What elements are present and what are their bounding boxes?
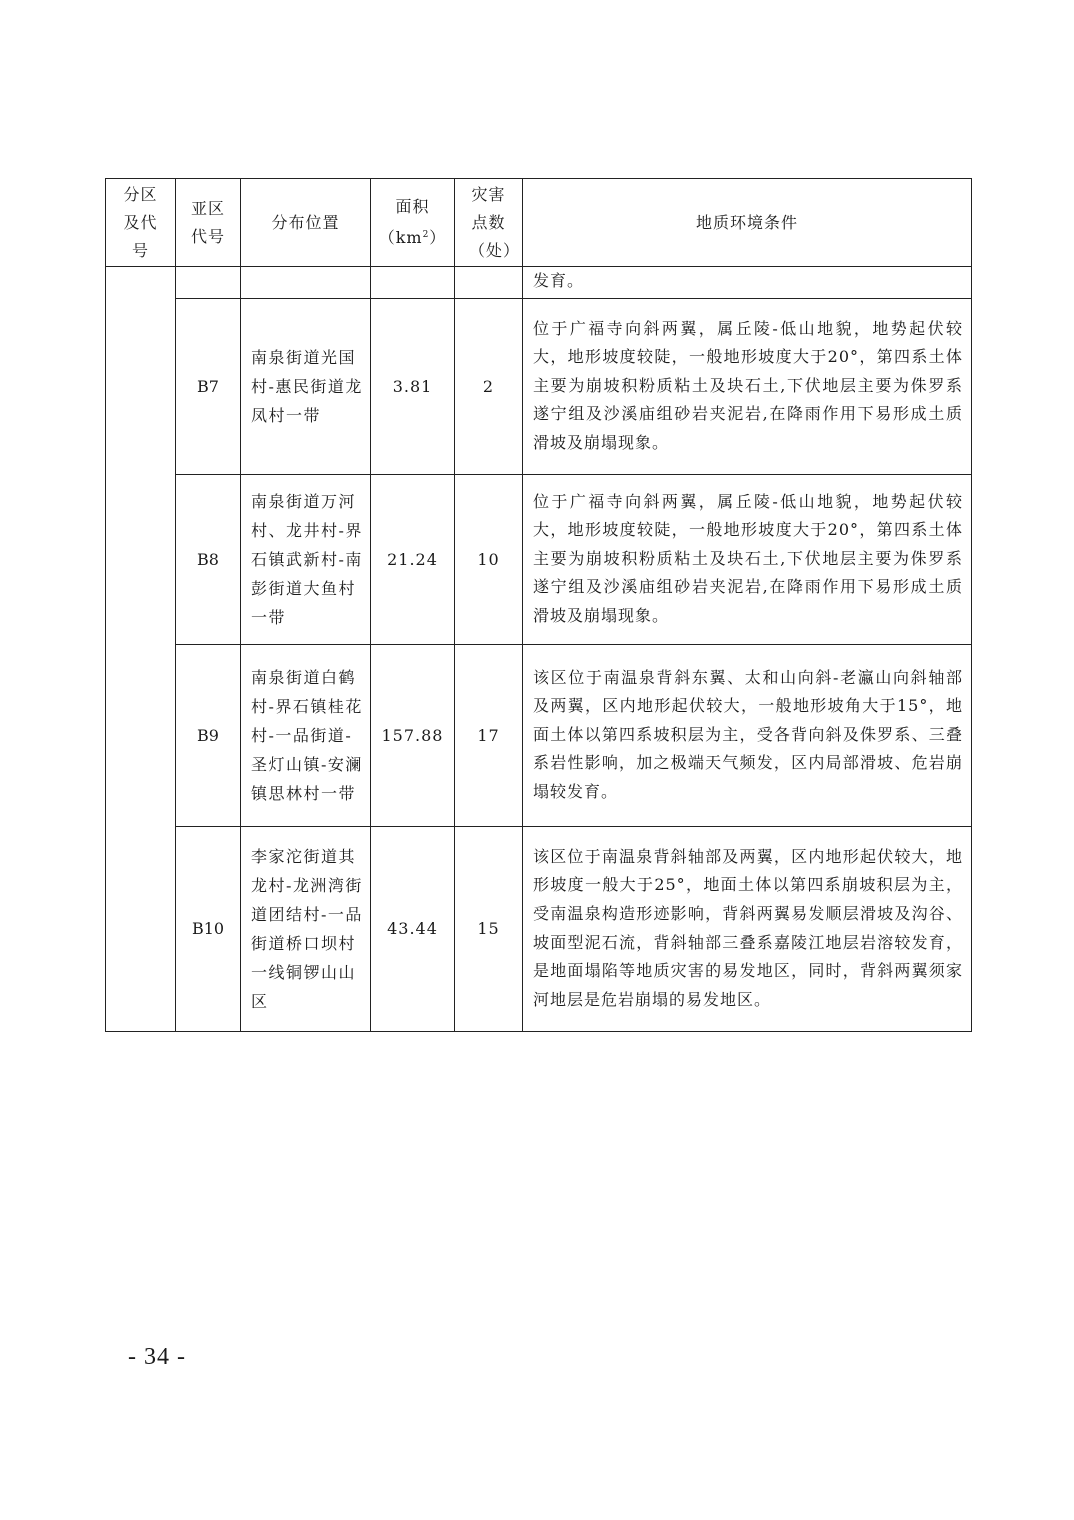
points-cell: 15: [455, 826, 523, 1031]
table-cell-empty: [455, 267, 523, 299]
continuation-row: [106, 267, 972, 299]
header-row: [106, 179, 972, 267]
conditions-continuation: 发育。: [523, 267, 972, 299]
subzone-code: B7: [176, 298, 241, 474]
table-row: [106, 298, 972, 474]
table-row: [106, 826, 972, 1031]
location-cell: 南泉街道白鹤村-界石镇桂花村-一品街道-圣灯山镇-安澜镇思林村一带: [241, 644, 371, 826]
subzone-code: B10: [176, 826, 241, 1031]
header-conditions: 地质环境条件: [523, 179, 972, 267]
location-cell: 南泉街道光国村-惠民街道龙凤村一带: [241, 298, 371, 474]
conditions-cell: 位于广福寺向斜两翼，属丘陵-低山地貌，地势起伏较大，地形坡度较陡，一般地形坡度大于20°，第四系土体主要为崩坡积粉质粘土及块石土,下伏地层主要为侏罗系遂宁组及沙溪庙组砂岩夹泥岩,在降雨作用下易形成土质滑坡及崩塌现象。: [523, 474, 972, 644]
area-unit-suffix: ）: [429, 228, 447, 247]
location-cell: 李家沱街道其龙村-龙洲湾街道团结村-一品街道桥口坝村一线铜锣山山区: [241, 826, 371, 1031]
table-row: [106, 474, 972, 644]
points-cell: 2: [455, 298, 523, 474]
area-cell: 43.44: [371, 826, 455, 1031]
area-cell: 157.88: [371, 644, 455, 826]
table-cell-empty: [371, 267, 455, 299]
header-area-label: 面积: [395, 197, 430, 216]
area-unit-prefix: （km: [378, 228, 423, 247]
page-number: - 34 -: [128, 1344, 186, 1370]
area-cell: 3.81: [371, 298, 455, 474]
table-cell-empty: [176, 267, 241, 299]
table-cell-empty: [241, 267, 371, 299]
header-area: [371, 179, 455, 267]
header-points: 灾害点数（处）: [455, 179, 523, 267]
location-cell: 南泉街道万河村、龙井村-界石镇武新村-南彭街道大鱼村一带: [241, 474, 371, 644]
header-area-unit: [371, 221, 454, 252]
subzone-code: B9: [176, 644, 241, 826]
area-unit-sup: 2: [422, 230, 430, 240]
zone-cell: [106, 267, 176, 1032]
header-zone: 分区及代号: [106, 179, 176, 267]
conditions-cell: 该区位于南温泉背斜东翼、太和山向斜-老瀛山向斜轴部及两翼，区内地形起伏较大，一般地形坡角大于15°，地面土体以第四系坡积层为主，受各背向斜及侏罗系、三叠系岩性影响，加之极端天气频发，区内局部滑坡、危岩崩塌较发育。: [523, 644, 972, 826]
conditions-cell: 该区位于南温泉背斜轴部及两翼，区内地形起伏较大，地形坡度一般大于25°，地面土体以第四系崩坡积层为主，受南温泉构造形迹影响，背斜两翼易发顺层滑坡及沟谷、坡面型泥石流，背斜轴部三叠系嘉陵江地层岩溶较发育，是地面塌陷等地质灾害的易发地区，同时，背斜两翼须家河地层是危岩崩塌的易发地区。: [523, 826, 972, 1031]
area-cell: 21.24: [371, 474, 455, 644]
header-location: 分布位置: [241, 179, 371, 267]
header-subzone: 亚区代号: [176, 179, 241, 267]
points-cell: 17: [455, 644, 523, 826]
points-cell: 10: [455, 474, 523, 644]
table-row: [106, 644, 972, 826]
geology-zone-table: [105, 178, 972, 1032]
subzone-code: B8: [176, 474, 241, 644]
conditions-cell: 位于广福寺向斜两翼，属丘陵-低山地貌，地势起伏较大，地形坡度较陡，一般地形坡度大于20°，第四系土体主要为崩坡积粉质粘土及块石土,下伏地层主要为侏罗系遂宁组及沙溪庙组砂岩夹泥岩,在降雨作用下易形成土质滑坡及崩塌现象。: [523, 298, 972, 474]
